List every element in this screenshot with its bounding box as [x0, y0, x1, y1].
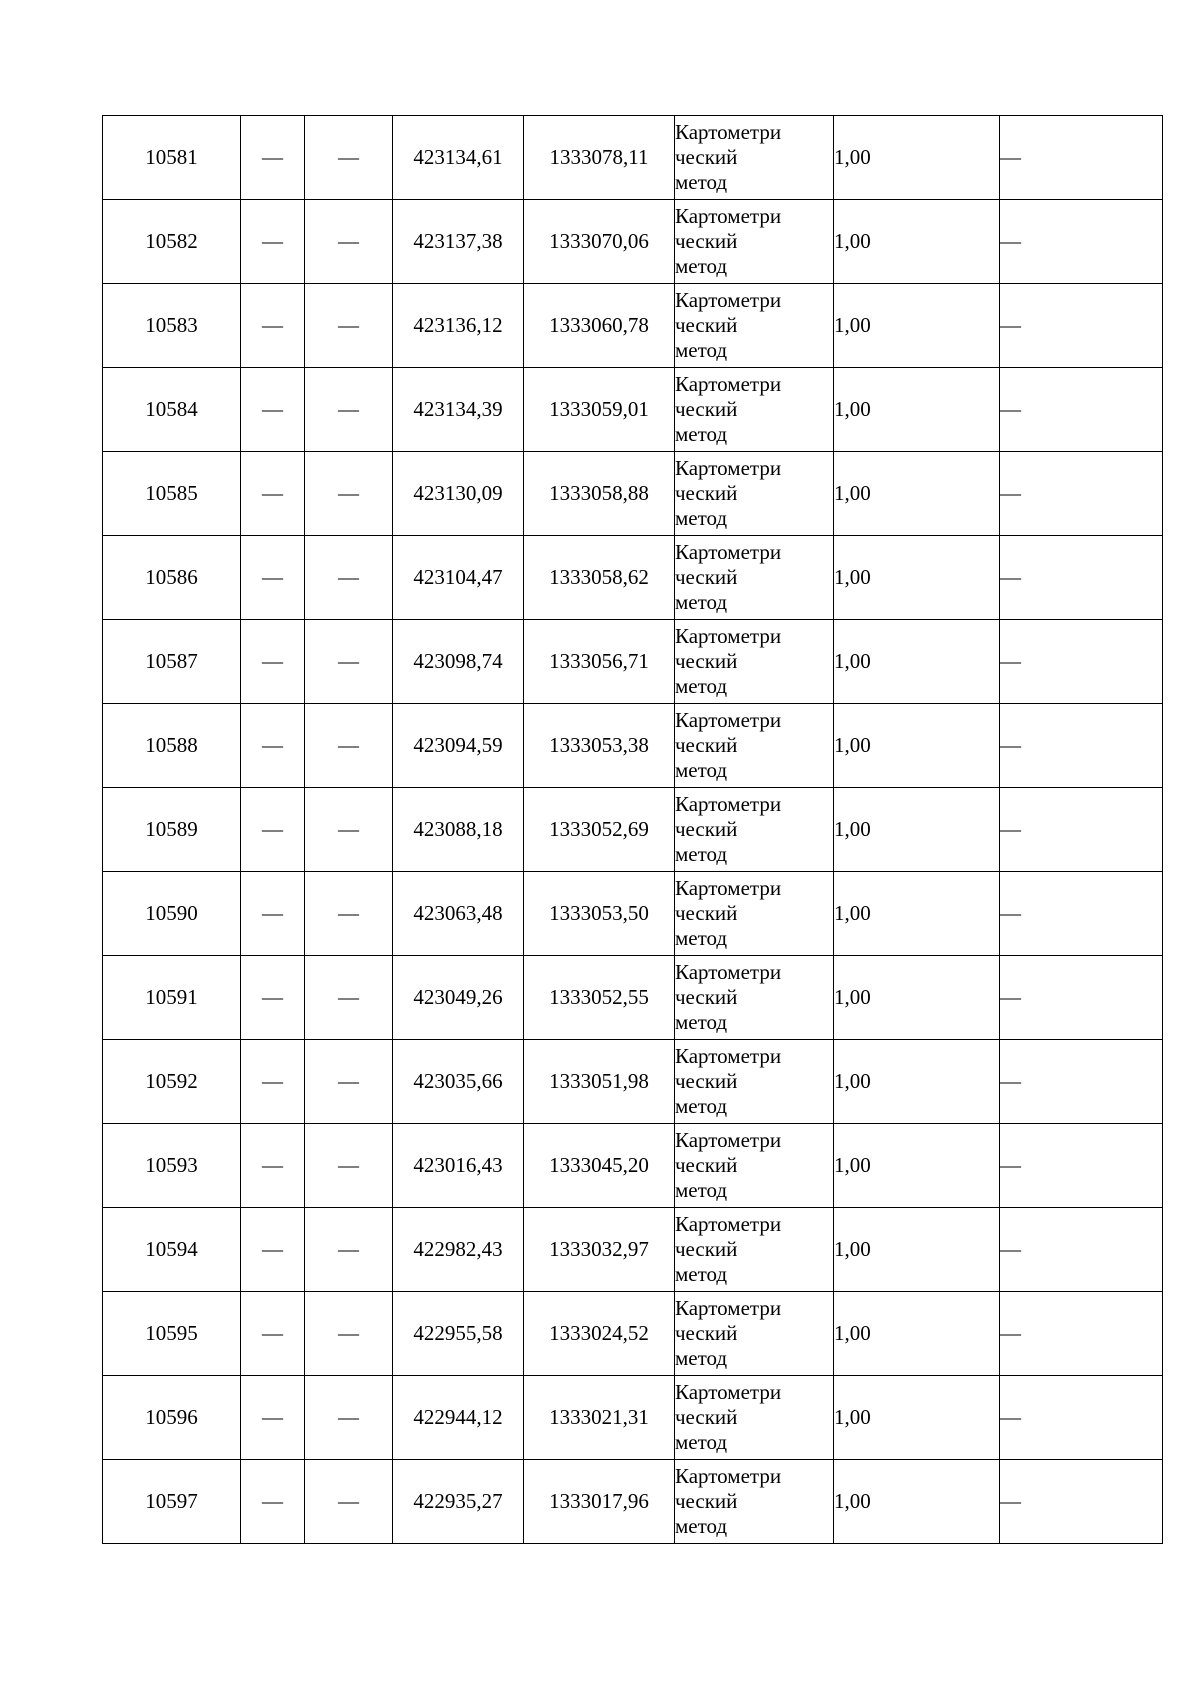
x-coordinate-cell: 423098,74	[393, 620, 524, 704]
method-text-line: ческий	[675, 900, 738, 925]
y-coordinate-cell: 1333032,97	[524, 1208, 675, 1292]
table-row	[103, 1292, 1163, 1376]
method-text-line: ческий	[675, 816, 738, 841]
table-row	[103, 368, 1163, 452]
x-coordinate-cell: 422955,58	[393, 1292, 524, 1376]
method-text-line: ческий	[675, 1236, 738, 1261]
method-text-line: метод	[675, 1346, 728, 1371]
accuracy-cell: 1,00	[834, 1040, 1000, 1124]
empty-dash-cell: —	[1000, 620, 1163, 704]
empty-dash-cell: —	[241, 368, 305, 452]
method-cell	[675, 368, 834, 452]
empty-dash-cell: —	[1000, 452, 1163, 536]
point-number-cell: 10597	[103, 1460, 241, 1544]
method-cell	[675, 620, 834, 704]
empty-dash-cell: —	[1000, 116, 1163, 200]
empty-dash-cell: —	[305, 1460, 393, 1544]
method-text-line: Картометри	[675, 539, 782, 564]
empty-dash-cell: —	[1000, 1208, 1163, 1292]
method-cell	[675, 788, 834, 872]
point-number-cell: 10588	[103, 704, 241, 788]
empty-dash-cell: —	[305, 872, 393, 956]
method-text-line: метод	[675, 1514, 728, 1539]
method-text-line: ческий	[675, 144, 738, 169]
point-number-cell: 10583	[103, 284, 241, 368]
empty-dash-cell: —	[1000, 956, 1163, 1040]
y-coordinate-cell: 1333058,88	[524, 452, 675, 536]
method-text-line: Картометри	[675, 707, 782, 732]
empty-dash-cell: —	[241, 872, 305, 956]
empty-dash-cell: —	[241, 1208, 305, 1292]
method-cell	[675, 872, 834, 956]
accuracy-cell: 1,00	[834, 368, 1000, 452]
accuracy-cell: 1,00	[834, 1460, 1000, 1544]
method-text-line: метод	[675, 1010, 728, 1035]
coordinates-table	[102, 115, 1163, 1544]
empty-dash-cell: —	[241, 956, 305, 1040]
y-coordinate-cell: 1333052,55	[524, 956, 675, 1040]
method-text-line: ческий	[675, 1068, 738, 1093]
x-coordinate-cell: 423063,48	[393, 872, 524, 956]
method-text-line: Картометри	[675, 1463, 782, 1488]
empty-dash-cell: —	[305, 452, 393, 536]
empty-dash-cell: —	[1000, 1460, 1163, 1544]
method-text-line: Картометри	[675, 623, 782, 648]
method-cell	[675, 116, 834, 200]
y-coordinate-cell: 1333045,20	[524, 1124, 675, 1208]
y-coordinate-cell: 1333078,11	[524, 116, 675, 200]
x-coordinate-cell: 423016,43	[393, 1124, 524, 1208]
empty-dash-cell: —	[241, 1040, 305, 1124]
accuracy-cell: 1,00	[834, 788, 1000, 872]
empty-dash-cell: —	[305, 1376, 393, 1460]
method-text-line: Картометри	[675, 1295, 782, 1320]
x-coordinate-cell: 423104,47	[393, 536, 524, 620]
method-text-line: метод	[675, 338, 728, 363]
method-text-line: Картометри	[675, 203, 782, 228]
y-coordinate-cell: 1333053,50	[524, 872, 675, 956]
empty-dash-cell: —	[305, 1208, 393, 1292]
point-number-cell: 10591	[103, 956, 241, 1040]
method-text-line: ческий	[675, 1320, 738, 1345]
accuracy-cell: 1,00	[834, 452, 1000, 536]
empty-dash-cell: —	[305, 116, 393, 200]
method-cell	[675, 704, 834, 788]
empty-dash-cell: —	[305, 536, 393, 620]
point-number-cell: 10594	[103, 1208, 241, 1292]
table-row	[103, 1376, 1163, 1460]
empty-dash-cell: —	[241, 1292, 305, 1376]
point-number-cell: 10582	[103, 200, 241, 284]
method-cell	[675, 452, 834, 536]
accuracy-cell: 1,00	[834, 1292, 1000, 1376]
table-row	[103, 536, 1163, 620]
method-text-line: Картометри	[675, 1043, 782, 1068]
x-coordinate-cell: 423049,26	[393, 956, 524, 1040]
empty-dash-cell: —	[1000, 788, 1163, 872]
method-text-line: ческий	[675, 732, 738, 757]
empty-dash-cell: —	[241, 452, 305, 536]
x-coordinate-cell: 423035,66	[393, 1040, 524, 1124]
method-cell	[675, 284, 834, 368]
y-coordinate-cell: 1333051,98	[524, 1040, 675, 1124]
empty-dash-cell: —	[305, 1292, 393, 1376]
table-row	[103, 452, 1163, 536]
accuracy-cell: 1,00	[834, 704, 1000, 788]
y-coordinate-cell: 1333059,01	[524, 368, 675, 452]
x-coordinate-cell: 422982,43	[393, 1208, 524, 1292]
point-number-cell: 10584	[103, 368, 241, 452]
method-text-line: метод	[675, 758, 728, 783]
method-text-line: метод	[675, 1178, 728, 1203]
accuracy-cell: 1,00	[834, 1376, 1000, 1460]
point-number-cell: 10592	[103, 1040, 241, 1124]
method-text-line: ческий	[675, 1152, 738, 1177]
method-text-line: метод	[675, 1262, 728, 1287]
method-text-line: ческий	[675, 228, 738, 253]
method-text-line: ческий	[675, 1488, 738, 1513]
method-text-line: метод	[675, 1094, 728, 1119]
empty-dash-cell: —	[1000, 1124, 1163, 1208]
y-coordinate-cell: 1333017,96	[524, 1460, 675, 1544]
accuracy-cell: 1,00	[834, 1208, 1000, 1292]
method-text-line: ческий	[675, 396, 738, 421]
table-row	[103, 872, 1163, 956]
x-coordinate-cell: 423094,59	[393, 704, 524, 788]
accuracy-cell: 1,00	[834, 284, 1000, 368]
table-row	[103, 116, 1163, 200]
table-row	[103, 1040, 1163, 1124]
point-number-cell: 10593	[103, 1124, 241, 1208]
empty-dash-cell: —	[1000, 536, 1163, 620]
empty-dash-cell: —	[241, 788, 305, 872]
accuracy-cell: 1,00	[834, 536, 1000, 620]
method-cell	[675, 1124, 834, 1208]
x-coordinate-cell: 423134,61	[393, 116, 524, 200]
x-coordinate-cell: 423130,09	[393, 452, 524, 536]
empty-dash-cell: —	[305, 788, 393, 872]
accuracy-cell: 1,00	[834, 116, 1000, 200]
empty-dash-cell: —	[1000, 1376, 1163, 1460]
accuracy-cell: 1,00	[834, 200, 1000, 284]
method-text-line: метод	[675, 254, 728, 279]
empty-dash-cell: —	[241, 1376, 305, 1460]
method-text-line: метод	[675, 422, 728, 447]
x-coordinate-cell: 423134,39	[393, 368, 524, 452]
point-number-cell: 10595	[103, 1292, 241, 1376]
method-text-line: метод	[675, 674, 728, 699]
empty-dash-cell: —	[241, 1460, 305, 1544]
empty-dash-cell: —	[1000, 368, 1163, 452]
method-text-line: Картометри	[675, 1127, 782, 1152]
point-number-cell: 10581	[103, 116, 241, 200]
accuracy-cell: 1,00	[834, 1124, 1000, 1208]
point-number-cell: 10590	[103, 872, 241, 956]
empty-dash-cell: —	[305, 1040, 393, 1124]
method-cell	[675, 1376, 834, 1460]
method-text-line: ческий	[675, 312, 738, 337]
accuracy-cell: 1,00	[834, 620, 1000, 704]
x-coordinate-cell: 422935,27	[393, 1460, 524, 1544]
table-row	[103, 200, 1163, 284]
method-text-line: Картометри	[675, 875, 782, 900]
table-body	[103, 116, 1163, 1544]
point-number-cell: 10586	[103, 536, 241, 620]
x-coordinate-cell: 423088,18	[393, 788, 524, 872]
y-coordinate-cell: 1333052,69	[524, 788, 675, 872]
method-cell	[675, 956, 834, 1040]
empty-dash-cell: —	[305, 704, 393, 788]
table-row	[103, 956, 1163, 1040]
empty-dash-cell: —	[1000, 284, 1163, 368]
empty-dash-cell: —	[1000, 1292, 1163, 1376]
empty-dash-cell: —	[1000, 872, 1163, 956]
method-text-line: ческий	[675, 480, 738, 505]
y-coordinate-cell: 1333060,78	[524, 284, 675, 368]
empty-dash-cell: —	[241, 284, 305, 368]
method-text-line: метод	[675, 170, 728, 195]
method-text-line: ческий	[675, 1404, 738, 1429]
method-text-line: Картометри	[675, 791, 782, 816]
table-row	[103, 788, 1163, 872]
method-cell	[675, 1460, 834, 1544]
method-text-line: Картометри	[675, 959, 782, 984]
empty-dash-cell: —	[1000, 200, 1163, 284]
empty-dash-cell: —	[241, 536, 305, 620]
x-coordinate-cell: 422944,12	[393, 1376, 524, 1460]
table-row	[103, 1460, 1163, 1544]
method-text-line: метод	[675, 506, 728, 531]
table-row	[103, 1208, 1163, 1292]
y-coordinate-cell: 1333024,52	[524, 1292, 675, 1376]
empty-dash-cell: —	[305, 284, 393, 368]
method-cell	[675, 1208, 834, 1292]
method-text-line: Картометри	[675, 371, 782, 396]
accuracy-cell: 1,00	[834, 872, 1000, 956]
point-number-cell: 10596	[103, 1376, 241, 1460]
y-coordinate-cell: 1333021,31	[524, 1376, 675, 1460]
method-text-line: Картометри	[675, 287, 782, 312]
table-row	[103, 704, 1163, 788]
table-row	[103, 620, 1163, 704]
empty-dash-cell: —	[241, 200, 305, 284]
empty-dash-cell: —	[305, 200, 393, 284]
empty-dash-cell: —	[1000, 704, 1163, 788]
point-number-cell: 10589	[103, 788, 241, 872]
method-cell	[675, 200, 834, 284]
method-cell	[675, 1040, 834, 1124]
empty-dash-cell: —	[241, 704, 305, 788]
method-text-line: ческий	[675, 648, 738, 673]
method-cell	[675, 1292, 834, 1376]
method-text-line: Картометри	[675, 455, 782, 480]
accuracy-cell: 1,00	[834, 956, 1000, 1040]
empty-dash-cell: —	[1000, 1040, 1163, 1124]
method-text-line: ческий	[675, 984, 738, 1009]
x-coordinate-cell: 423137,38	[393, 200, 524, 284]
empty-dash-cell: —	[305, 368, 393, 452]
point-number-cell: 10587	[103, 620, 241, 704]
empty-dash-cell: —	[241, 116, 305, 200]
method-text-line: метод	[675, 842, 728, 867]
empty-dash-cell: —	[305, 956, 393, 1040]
y-coordinate-cell: 1333070,06	[524, 200, 675, 284]
empty-dash-cell: —	[305, 620, 393, 704]
table-row	[103, 284, 1163, 368]
method-text-line: метод	[675, 926, 728, 951]
method-text-line: ческий	[675, 564, 738, 589]
x-coordinate-cell: 423136,12	[393, 284, 524, 368]
y-coordinate-cell: 1333056,71	[524, 620, 675, 704]
method-text-line: Картометри	[675, 1211, 782, 1236]
method-text-line: Картометри	[675, 119, 782, 144]
method-cell	[675, 536, 834, 620]
method-text-line: метод	[675, 590, 728, 615]
method-text-line: метод	[675, 1430, 728, 1455]
empty-dash-cell: —	[241, 1124, 305, 1208]
table-row	[103, 1124, 1163, 1208]
y-coordinate-cell: 1333058,62	[524, 536, 675, 620]
empty-dash-cell: —	[305, 1124, 393, 1208]
empty-dash-cell: —	[241, 620, 305, 704]
y-coordinate-cell: 1333053,38	[524, 704, 675, 788]
method-text-line: Картометри	[675, 1379, 782, 1404]
point-number-cell: 10585	[103, 452, 241, 536]
